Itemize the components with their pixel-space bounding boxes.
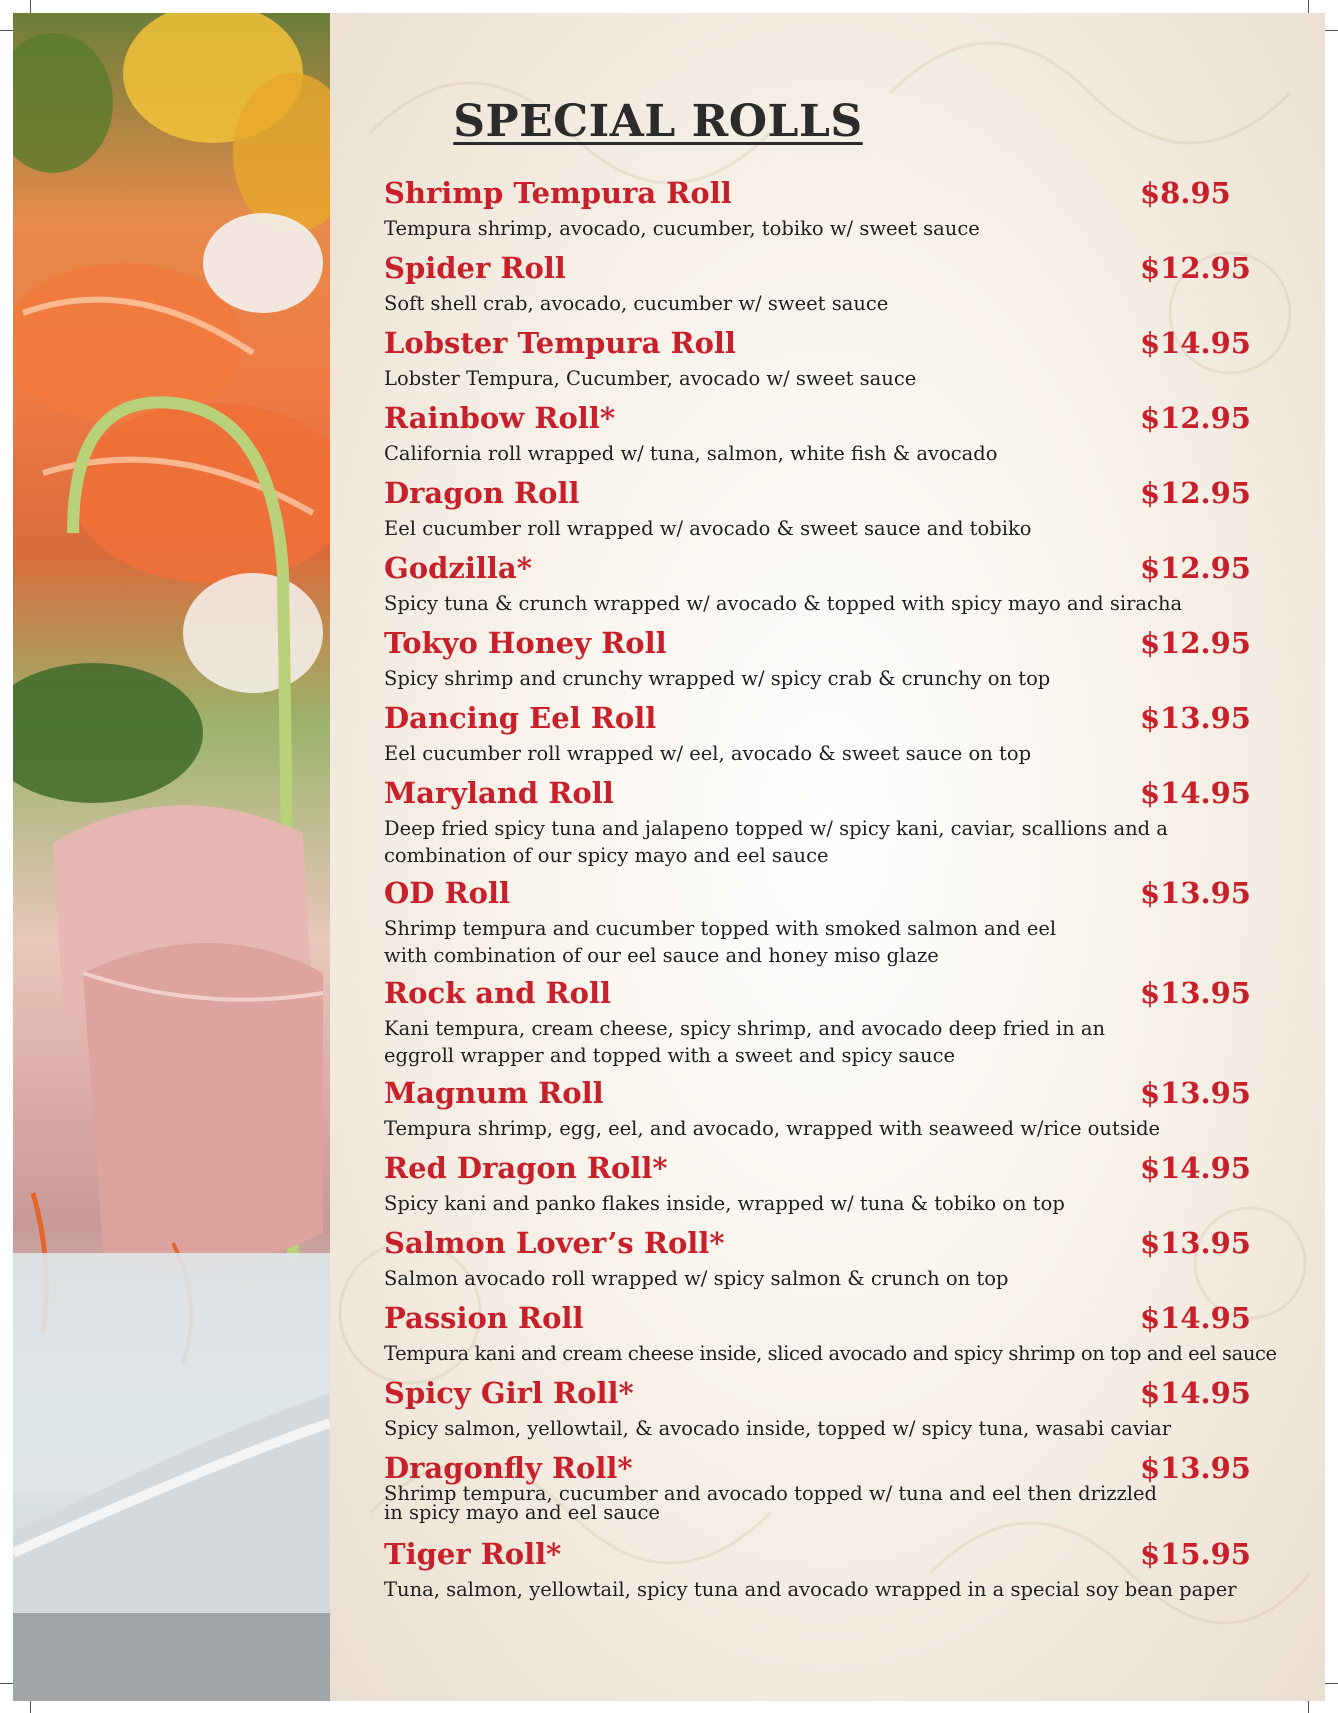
menu-item-header [384, 976, 1251, 1016]
menu-item-description: Tempura kani and cream cheese inside, sliced avocado and spicy shrimp on top and eel sauce [384, 1342, 1277, 1365]
menu-item [384, 176, 1244, 251]
menu-item-price: $14.95 [1140, 1376, 1251, 1410]
menu-item-name: Dragon Roll [384, 476, 580, 510]
menu-item [384, 776, 1251, 876]
menu-item [384, 1076, 1251, 1151]
menu-item-name: Rock and Roll [384, 976, 612, 1010]
menu-item-name: Rainbow Roll* [384, 401, 615, 435]
menu-item-header [384, 626, 1251, 666]
menu-item-header [384, 401, 1251, 441]
menu-item [384, 876, 1251, 976]
menu-item-price: $13.95 [1140, 701, 1251, 735]
menu-item-price: $13.95 [1140, 1076, 1251, 1110]
menu-item-header [384, 1151, 1251, 1191]
page-title: SPECIAL ROLLS [453, 96, 863, 147]
menu-item-header [384, 551, 1251, 591]
menu-item [384, 476, 1251, 551]
menu-item-name: OD Roll [384, 876, 510, 910]
menu-item-name: Spider Roll [384, 251, 566, 285]
menu-item-description: Shrimp tempura and cucumber topped with smoked salmon and eel [384, 917, 1057, 940]
menu-item [384, 1451, 1251, 1537]
menu-item-price: $14.95 [1140, 776, 1251, 810]
menu-item-price: $12.95 [1140, 551, 1251, 585]
menu-item-description: Spicy kani and panko flakes inside, wrapped w/ tuna & tobiko on top [384, 1192, 1065, 1215]
menu-item-name: Tokyo Honey Roll [384, 626, 667, 660]
menu-item-header [384, 176, 1244, 216]
sushi-photo [13, 13, 330, 1701]
menu-item [384, 251, 1251, 326]
menu-item-name: Maryland Roll [384, 776, 614, 810]
menu-item-description: Salmon avocado roll wrapped w/ spicy salmon & crunch on top [384, 1267, 1009, 1290]
menu-item-header [384, 1226, 1251, 1266]
menu-item-description: Lobster Tempura, Cucumber, avocado w/ sweet sauce [384, 367, 917, 390]
menu-item [384, 701, 1251, 776]
menu-item-header [384, 1376, 1251, 1416]
menu-item-name: Magnum Roll [384, 1076, 604, 1110]
menu-item-name: Dancing Eel Roll [384, 701, 657, 735]
menu-item-description: Kani tempura, cream cheese, spicy shrimp, and avocado deep fried in an [384, 1017, 1106, 1040]
menu-item [384, 1301, 1277, 1376]
menu-item-header [384, 1301, 1251, 1341]
menu-item-price: $14.95 [1140, 326, 1251, 360]
menu-item-description: Deep fried spicy tuna and jalapeno topped w/ spicy kani, caviar, scallions and a [384, 817, 1168, 840]
menu-item-description-line2: eggroll wrapper and topped with a sweet and spicy sauce [384, 1044, 956, 1067]
menu-item-name: Godzilla* [384, 551, 532, 585]
menu-item-price: $14.95 [1140, 1151, 1251, 1185]
menu-item-name: Red Dragon Roll* [384, 1151, 668, 1185]
menu-item-description: Tuna, salmon, yellowtail, spicy tuna and avocado wrapped in a special soy bean paper [384, 1578, 1237, 1601]
menu-item [384, 1226, 1251, 1301]
menu-item-description-line2: combination of our spicy mayo and eel sauce [384, 844, 829, 867]
menu-item [384, 401, 1251, 476]
menu-item-name: Spicy Girl Roll* [384, 1376, 634, 1410]
menu-item-name: Salmon Lover’s Roll* [384, 1226, 725, 1260]
menu-item-header [384, 476, 1251, 516]
menu-item-description: Eel cucumber roll wrapped w/ avocado & sweet sauce and tobiko [384, 517, 1032, 540]
menu-item-description-line2: in spicy mayo and eel sauce [384, 1501, 660, 1524]
menu-item-price: $12.95 [1140, 626, 1251, 660]
menu-item-description: Eel cucumber roll wrapped w/ eel, avocado & sweet sauce on top [384, 742, 1032, 765]
menu-items-list [384, 176, 1277, 1612]
menu-item-header [384, 1451, 1251, 1485]
menu-item-description-line2: with combination of our eel sauce and honey miso glaze [384, 944, 939, 967]
menu-item [384, 626, 1251, 701]
menu-item [384, 326, 1251, 401]
menu-item-price: $12.95 [1140, 251, 1251, 285]
menu-item-price: $13.95 [1140, 1451, 1251, 1485]
menu-item-description: Soft shell crab, avocado, cucumber w/ sweet sauce [384, 292, 889, 315]
menu-item-description: Spicy shrimp and crunchy wrapped w/ spicy crab & crunchy on top [384, 667, 1051, 690]
menu-item-name: Shrimp Tempura Roll [384, 176, 732, 210]
menu-item [384, 551, 1251, 626]
menu-item-description: Spicy tuna & crunch wrapped w/ avocado & topped with spicy mayo and siracha [384, 592, 1183, 615]
menu-item [384, 1537, 1251, 1612]
menu-item-price: $12.95 [1140, 476, 1251, 510]
menu-item-name: Tiger Roll* [384, 1537, 562, 1571]
menu-item-description: Tempura shrimp, avocado, cucumber, tobiko w/ sweet sauce [384, 217, 980, 240]
menu-item-name: Lobster Tempura Roll [384, 326, 736, 360]
menu-item [384, 1151, 1251, 1226]
menu-item-price: $8.95 [1140, 176, 1231, 210]
menu-item-name: Dragonfly Roll* [384, 1451, 633, 1485]
menu-item-header [384, 776, 1251, 816]
menu-item-description: Shrimp tempura, cucumber and avocado topped w/ tuna and eel then drizzled [384, 1482, 1158, 1505]
menu-item-description: Tempura shrimp, egg, eel, and avocado, wrapped with seaweed w/rice outside [384, 1117, 1161, 1140]
menu-item-price: $13.95 [1140, 976, 1251, 1010]
menu-item [384, 1376, 1251, 1451]
menu-item-header [384, 701, 1251, 741]
menu-item-price: $15.95 [1140, 1537, 1251, 1571]
menu-item-header [384, 876, 1251, 916]
menu-item-description: California roll wrapped w/ tuna, salmon, white fish & avocado [384, 442, 998, 465]
menu-item-price: $13.95 [1140, 876, 1251, 910]
menu-item [384, 976, 1251, 1076]
menu-item-header [384, 251, 1251, 291]
menu-item-name: Passion Roll [384, 1301, 584, 1335]
menu-item-price: $14.95 [1140, 1301, 1251, 1335]
menu-item-description: Spicy salmon, yellowtail, & avocado inside, topped w/ spicy tuna, wasabi caviar [384, 1417, 1172, 1440]
menu-item-header [384, 1537, 1251, 1577]
menu-item-price: $13.95 [1140, 1226, 1251, 1260]
menu-item-header [384, 326, 1251, 366]
menu-item-price: $12.95 [1140, 401, 1251, 435]
menu-item-header [384, 1076, 1251, 1116]
